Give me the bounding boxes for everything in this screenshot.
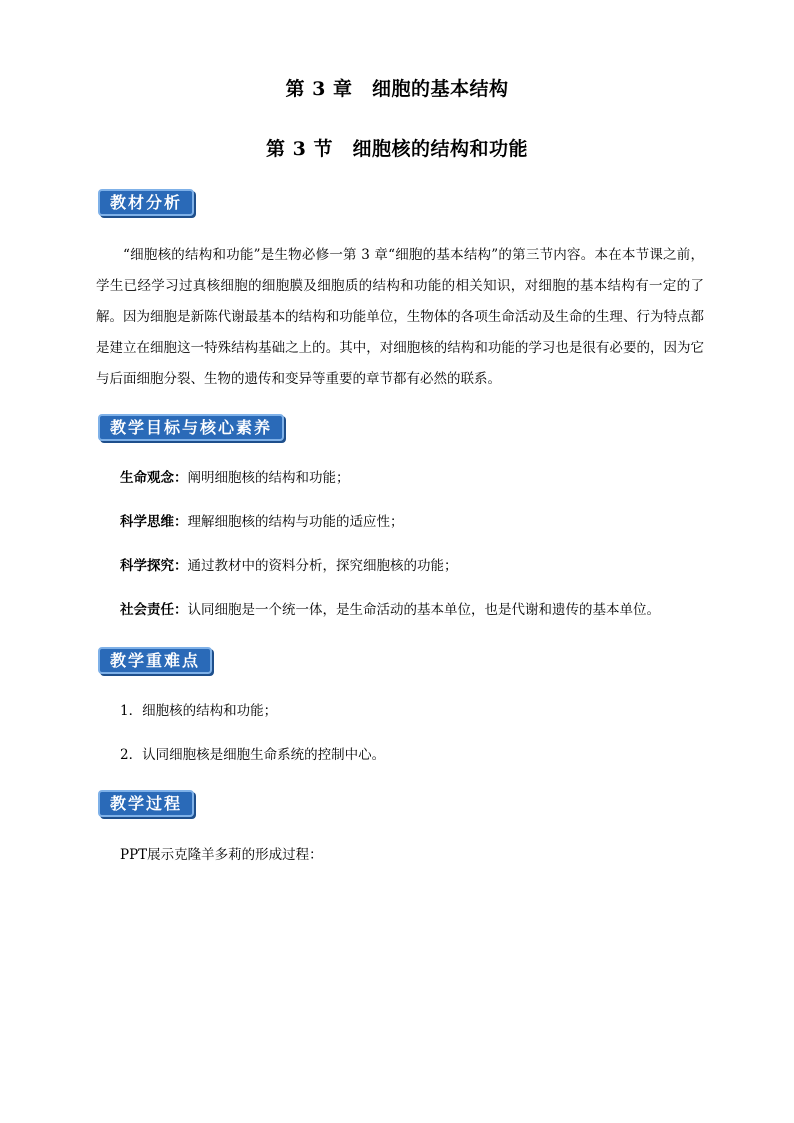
goal-text: 理解细胞核的结构与功能的适应性；: [187, 514, 404, 530]
heading-badge-key-points: 教学重难点: [98, 647, 212, 674]
goal-item-life-concept: [120, 468, 350, 488]
goal-text: 阐明细胞核的结构和功能；: [187, 470, 350, 486]
goal-item-social-responsibility: [120, 600, 660, 620]
heading-badge-process: 教学过程: [98, 790, 194, 817]
goal-item-scientific-inquiry: [120, 556, 458, 576]
goal-key: 生命观念：: [120, 470, 188, 486]
key-point-item: 2．认同细胞核是细胞生命系统的控制中心。: [120, 747, 386, 763]
process-text: PPT展示克隆羊多莉的形成过程：: [120, 847, 323, 863]
key-point-item: 1．细胞核的结构和功能；: [120, 703, 278, 719]
goal-text: 通过教材中的资料分析，探究细胞核的功能；: [187, 558, 458, 574]
goal-key: 科学思维：: [120, 514, 188, 530]
analysis-paragraph: “细胞核的结构和功能”是生物必修一第 3 章“细胞的基本结构”的第三节内容。本在本节课之前，学生已经学习过真核细胞的细胞膜及细胞质的结构和功能的相关知识，对细胞的基本结构有一定的了解。因为细胞是新陈代谢最基本的结构和功能单位，生物体的各项生命活动及生命的生理、行为特点都是建立在细胞这一特殊结构基础之上的。其中，对细胞核的结构和功能的学习也是很有必要的，因为它与后面细胞分裂、生物的遗传和变异等重要的章节都有必然的联系。: [96, 247, 704, 387]
heading-badge-analysis: 教材分析: [98, 189, 194, 216]
goal-key: 社会责任：: [120, 602, 188, 618]
goal-text: 认同细胞是一个统一体，是生命活动的基本单位，也是代谢和遗传的基本单位。: [187, 602, 660, 618]
section-title: 第 3 节 细胞核的结构和功能: [266, 138, 528, 160]
goal-item-scientific-thinking: [120, 512, 404, 532]
heading-badge-goals: 教学目标与核心素养: [98, 414, 284, 441]
chapter-title: 第 3 章 细胞的基本结构: [285, 78, 509, 100]
goal-key: 科学探究：: [120, 558, 188, 574]
